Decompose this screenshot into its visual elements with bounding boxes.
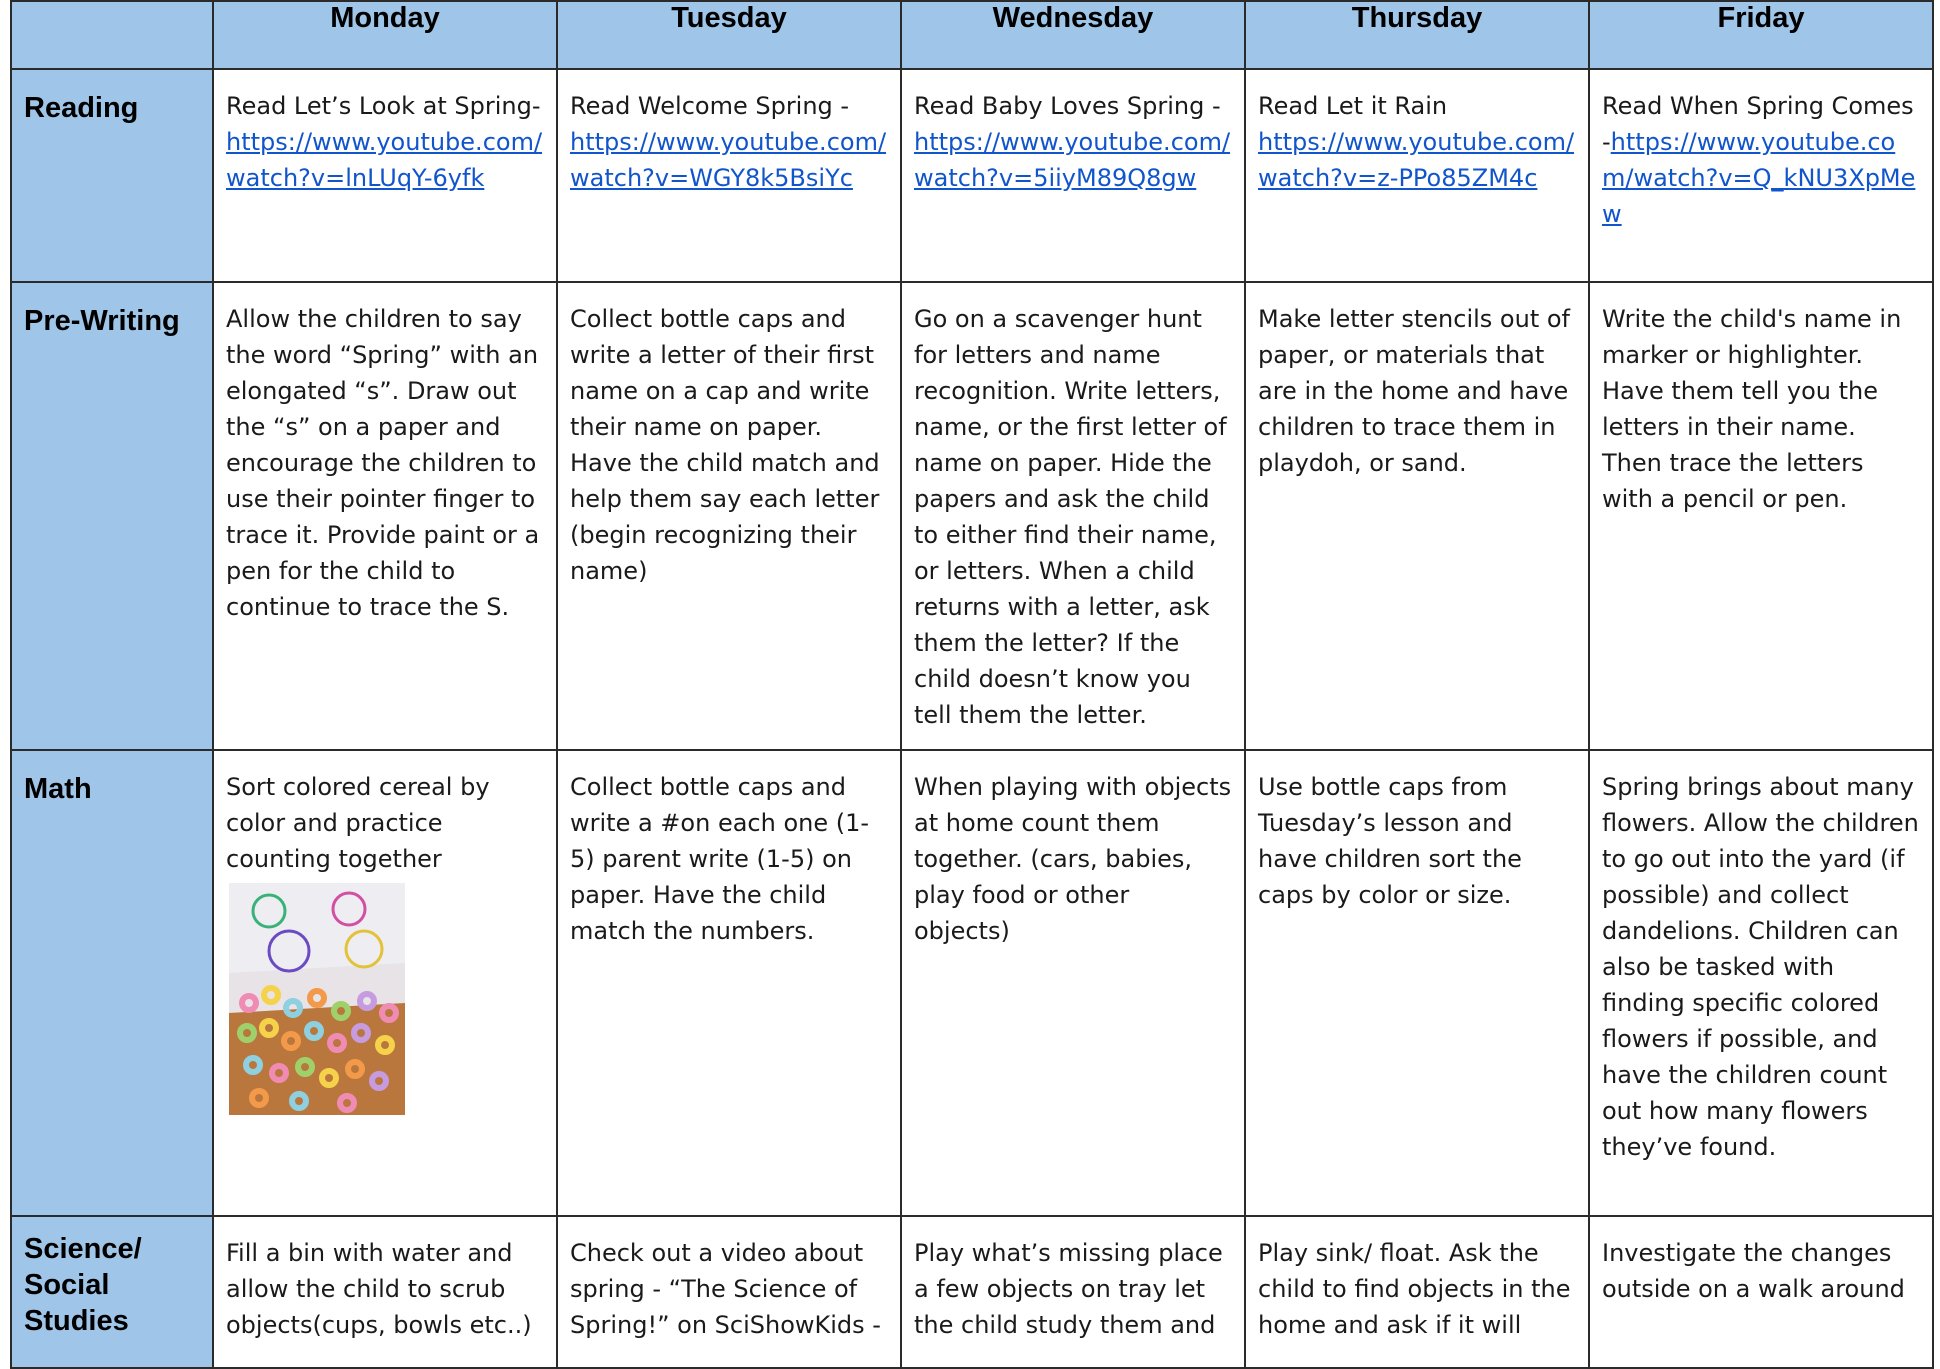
video-link[interactable]: https://www.youtube.com/watch?v=lnLUqY-6yfk [226, 128, 543, 192]
lesson-plan-table [10, 0, 1934, 1369]
prewriting-friday: Write the child's name in marker or highlighter. Have them tell you the letters in their name. Then trace the letters with a pencil or pen. [1589, 282, 1933, 750]
reading-monday [213, 69, 557, 282]
cereal-sorting-photo [229, 883, 405, 1115]
science-tuesday: Check out a video about spring - “The Science of Spring!” on SciShowKids - [557, 1216, 901, 1368]
day-header-friday: Friday [1589, 1, 1933, 69]
math-thursday: Use bottle caps from Tuesday’s lesson and have children sort the caps by color or size. [1245, 750, 1589, 1216]
math-tuesday: Collect bottle caps and write a #on each one (1-5) parent write (1-5) on paper. Have the child match the numbers. [557, 750, 901, 1216]
row-science [11, 1216, 1933, 1368]
prewriting-wednesday: Go on a scavenger hunt for letters and name recognition. Write letters, name, or the first letter of name on paper. Hide the papers and ask the child to either find their name, or letters. When a child returns with a letter, ask them the letter? If the child doesn’t know you tell them the letter. [901, 282, 1245, 750]
science-thursday: Play sink/ float. Ask the child to find objects in the home and ask if it will [1245, 1216, 1589, 1368]
prewriting-tuesday: Collect bottle caps and write a letter of their first name on a cap and write their name on paper. Have the child match and help them say each letter (begin recognizing their name) [557, 282, 901, 750]
reading-text: Read Welcome Spring - [570, 92, 850, 120]
reading-wednesday [901, 69, 1245, 282]
reading-tuesday [557, 69, 901, 282]
math-friday: Spring brings about many flowers. Allow the children to go out into the yard (if possible) and collect dandelions. Children can also be tasked with finding specific colored flowers if possible, and have the children count out how many flowers they’ve found. [1589, 750, 1933, 1216]
row-math [11, 750, 1933, 1216]
row-reading [11, 69, 1933, 282]
row-label-math: Math [11, 750, 213, 1216]
day-header-wednesday: Wednesday [901, 1, 1245, 69]
reading-text: Read When Spring Comes - [1602, 92, 1914, 156]
row-label-prewriting: Pre-Writing [11, 282, 213, 750]
video-link[interactable]: https://www.youtube.com/watch?v=z-PPo85ZM4c [1258, 128, 1575, 192]
corner-cell [11, 1, 213, 69]
row-label-reading: Reading [11, 69, 213, 282]
reading-text: Read Let it Rain [1258, 92, 1448, 120]
video-link[interactable]: https://www.youtube.com/watch?v=WGY8k5BsiYc [570, 128, 887, 192]
reading-text: Read Baby Loves Spring - [914, 92, 1221, 120]
day-header-thursday: Thursday [1245, 1, 1589, 69]
science-wednesday: Play what’s missing place a few objects on tray let the child study them and [901, 1216, 1245, 1368]
video-link[interactable]: https://www.youtube.com/watch?v=Q_kNU3XpMew [1602, 128, 1916, 228]
science-friday: Investigate the changes outside on a walk around [1589, 1216, 1933, 1368]
reading-thursday [1245, 69, 1589, 282]
math-monday: Sort colored cereal by color and practice counting together [213, 750, 557, 1216]
prewriting-thursday: Make letter stencils out of paper, or materials that are in the home and have children to trace them in playdoh, or sand. [1245, 282, 1589, 750]
day-header-tuesday: Tuesday [557, 1, 901, 69]
day-header-monday: Monday [213, 1, 557, 69]
math-wednesday: When playing with objects at home count them together. (cars, babies, play food or other objects) [901, 750, 1245, 1216]
video-link[interactable]: https://www.youtube.com/watch?v=5iiyM89Q8gw [914, 128, 1231, 192]
row-prewriting [11, 282, 1933, 750]
reading-friday [1589, 69, 1933, 282]
prewriting-monday: Allow the children to say the word “Spring” with an elongated “s”. Draw out the “s” on a paper and encourage the children to use their pointer finger to trace it. Provide paint or a pen for the child to continue to trace the S. [213, 282, 557, 750]
science-monday: Fill a bin with water and allow the child to scrub objects(cups, bowls etc..) [213, 1216, 557, 1368]
reading-text: Read Let’s Look at Spring- [226, 92, 541, 120]
header-row [11, 1, 1933, 69]
row-label-science: Science/ Social Studies [11, 1216, 213, 1368]
